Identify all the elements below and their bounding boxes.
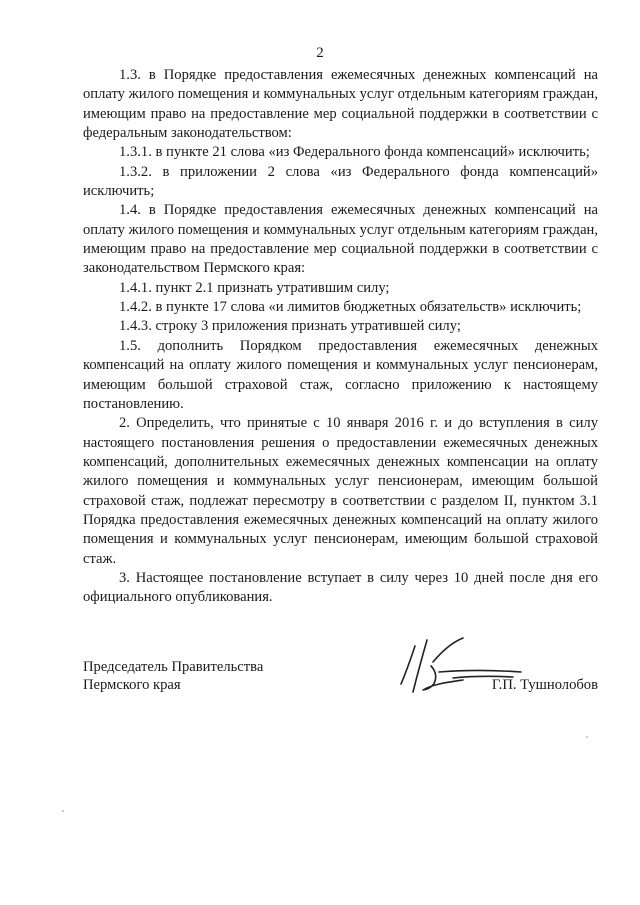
- scan-artifact: [586, 736, 588, 738]
- page-number: 2: [316, 45, 324, 61]
- paragraph-1-4: 1.4. в Порядке предоставления ежемесячных денежных компенсаций на оплату жилого помещения и коммунальных услуг отдельным категориям граждан, имеющим право на предоставление мер социальной поддержки в соответствии с законодательством Пермского края:: [83, 202, 598, 277]
- paragraph-1-3-2: 1.3.2. в приложении 2 слова «из Федерального фонда компенсаций» исключить;: [83, 163, 598, 200]
- signature-block: [83, 658, 598, 708]
- signer-position-line-2: Пермского края: [83, 677, 181, 693]
- paragraph-1-3-1: 1.3.1. в пункте 21 слова «из Федерального фонда компенсаций» исключить;: [119, 144, 590, 161]
- paragraph-1-3: 1.3. в Порядке предоставления ежемесячных денежных компенсаций на оплату жилого помещения и коммунальных услуг отдельным категориям граждан, имеющим право на предоставление мер социальной поддержки в соответствии с федеральным законодательством:: [83, 67, 598, 142]
- scan-artifact: [62, 810, 64, 812]
- paragraph-3: 3. Настоящее постановление вступает в силу через 10 дней после дня его официального опубликования.: [83, 569, 598, 606]
- paragraph-2: 2. Определить, что принятые с 10 января 2016 г. и до вступления в силу настоящего постановления решения о предоставлении ежемесячных денежных компенсаций, дополнительных ежемесячных денежных компенсации на оплату жилого помещения и коммунальных услуг пенсионерам, имеющим большой страховой стаж, подлежат пересмотру в соответствии с разделом II, пунктом 3.1 Порядка предоставления ежемесячных денежных компенсаций на оплату жилого помещения и коммунальных услуг пенсионерам, имеющим большой страховой стаж.: [83, 415, 598, 567]
- paragraph-1-4-3: 1.4.3. строку 3 приложения признать утратившей силу;: [119, 318, 461, 335]
- signer-name: Г.П. Тушнолобов: [491, 677, 598, 693]
- paragraph-1-4-2: 1.4.2. в пункте 17 слова «и лимитов бюджетных обязательств» исключить;: [119, 299, 582, 316]
- document-body: [83, 66, 598, 608]
- paragraph-1-5: 1.5. дополнить Порядком предоставления ежемесячных денежных компенсаций на оплату жилого помещения и коммунальных услуг пенсионерам, имеющим большой страховой стаж, согласно приложению к настоящему постановлению.: [83, 337, 598, 412]
- paragraph-1-4-1: 1.4.1. пункт 2.1 признать утратившим силу;: [119, 279, 390, 296]
- signer-position: [83, 658, 363, 694]
- signer-position-line-1: Председатель Правительства: [83, 659, 264, 675]
